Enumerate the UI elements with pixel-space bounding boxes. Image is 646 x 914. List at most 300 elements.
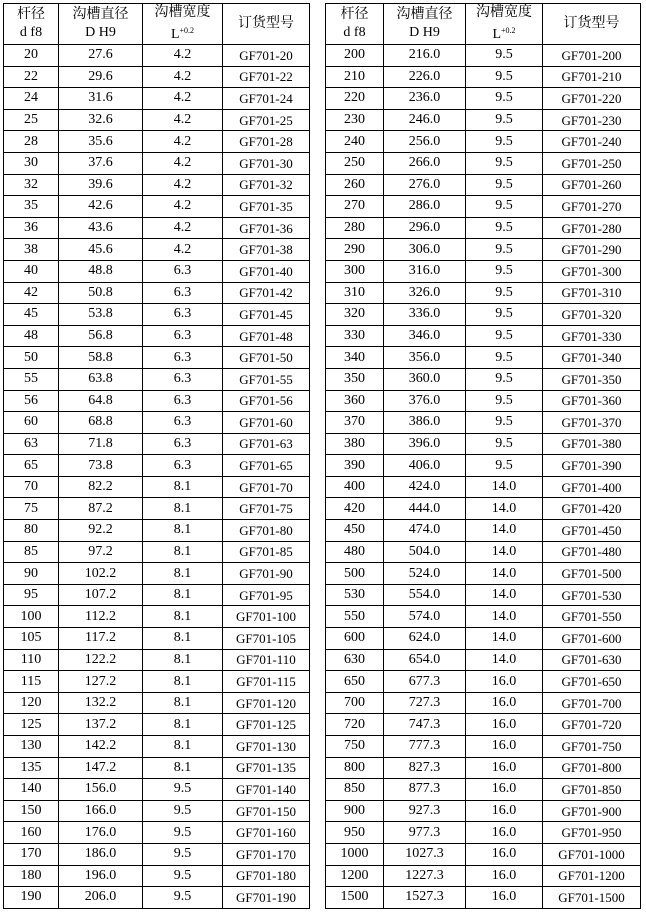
groove-diameter-cell: 356.0 <box>384 347 466 369</box>
groove-width-cell: 8.1 <box>143 563 223 585</box>
groove-width-cell: 14.0 <box>466 498 543 520</box>
header-rod-diameter: 杆径 d f8 <box>4 4 59 45</box>
groove-diameter-cell: 56.8 <box>59 325 143 347</box>
groove-width-cell: 9.5 <box>466 131 543 153</box>
order-code-cell: GF701-1200 <box>543 865 641 887</box>
rod-diameter-cell: 170 <box>4 843 59 865</box>
groove-diameter-cell: 777.3 <box>384 736 466 758</box>
groove-diameter-cell: 727.3 <box>384 692 466 714</box>
order-code-cell: GF701-280 <box>543 217 641 239</box>
groove-width-cell: 9.5 <box>466 455 543 477</box>
rod-diameter-cell: 330 <box>326 325 384 347</box>
table-row <box>4 843 310 865</box>
groove-width-cell: 9.5 <box>466 282 543 304</box>
groove-diameter-cell: 39.6 <box>59 174 143 196</box>
groove-width-cell: 9.5 <box>466 239 543 261</box>
groove-diameter-cell: 386.0 <box>384 412 466 434</box>
table-row <box>326 239 641 261</box>
header-groove-width: 沟槽宽度 $L^{+0.2}$ <box>143 4 223 45</box>
order-code-cell: GF701-125 <box>223 714 310 736</box>
groove-width-cell: 8.1 <box>143 628 223 650</box>
groove-width-cell: 4.2 <box>143 239 223 261</box>
table-row <box>326 455 641 477</box>
rod-diameter-cell: 38 <box>4 239 59 261</box>
groove-width-cell: 14.0 <box>466 584 543 606</box>
rod-diameter-cell: 180 <box>4 865 59 887</box>
spec-table-right <box>325 3 641 909</box>
groove-width-cell: 16.0 <box>466 671 543 693</box>
order-code-cell: GF701-330 <box>543 325 641 347</box>
rod-diameter-cell: 60 <box>4 412 59 434</box>
groove-width-cell: 4.2 <box>143 66 223 88</box>
rod-diameter-cell: 250 <box>326 152 384 174</box>
rod-diameter-cell: 20 <box>4 45 59 67</box>
table-row <box>326 304 641 326</box>
groove-diameter-cell: 406.0 <box>384 455 466 477</box>
groove-width-cell: 14.0 <box>466 563 543 585</box>
groove-diameter-cell: 48.8 <box>59 260 143 282</box>
order-code-cell: GF701-380 <box>543 433 641 455</box>
order-code-cell: GF701-130 <box>223 736 310 758</box>
groove-diameter-cell: 747.3 <box>384 714 466 736</box>
table-row <box>326 736 641 758</box>
groove-diameter-cell: 112.2 <box>59 606 143 628</box>
table-row <box>4 152 310 174</box>
rod-diameter-cell: 22 <box>4 66 59 88</box>
groove-width-cell: 16.0 <box>466 887 543 909</box>
order-code-cell: GF701-400 <box>543 476 641 498</box>
groove-width-cell: 8.1 <box>143 692 223 714</box>
groove-width-cell: 9.5 <box>466 88 543 110</box>
order-code-cell: GF701-720 <box>543 714 641 736</box>
table-row <box>326 606 641 628</box>
order-code-cell: GF701-270 <box>543 196 641 218</box>
rod-diameter-cell: 1000 <box>326 843 384 865</box>
table-row <box>326 822 641 844</box>
groove-width-cell: 16.0 <box>466 843 543 865</box>
table-row <box>4 714 310 736</box>
order-code-cell: GF701-135 <box>223 757 310 779</box>
order-code-cell: GF701-140 <box>223 779 310 801</box>
groove-diameter-cell: 58.8 <box>59 347 143 369</box>
header-groove-width: 沟槽宽度 $L^{+0.2}$ <box>466 4 543 45</box>
groove-diameter-cell: 97.2 <box>59 541 143 563</box>
rod-diameter-cell: 900 <box>326 800 384 822</box>
order-code-cell: GF701-90 <box>223 563 310 585</box>
order-code-cell: GF701-190 <box>223 887 310 909</box>
rod-diameter-cell: 42 <box>4 282 59 304</box>
order-code-cell: GF701-210 <box>543 66 641 88</box>
groove-diameter-cell: 554.0 <box>384 584 466 606</box>
table-row <box>326 109 641 131</box>
groove-width-cell: 8.1 <box>143 714 223 736</box>
groove-diameter-cell: 424.0 <box>384 476 466 498</box>
groove-width-cell: 9.5 <box>466 45 543 67</box>
rod-diameter-cell: 36 <box>4 217 59 239</box>
groove-diameter-cell: 206.0 <box>59 887 143 909</box>
order-code-cell: GF701-220 <box>543 88 641 110</box>
rod-diameter-cell: 65 <box>4 455 59 477</box>
groove-diameter-cell: 32.6 <box>59 109 143 131</box>
groove-diameter-cell: 677.3 <box>384 671 466 693</box>
table-row <box>326 520 641 542</box>
rod-diameter-cell: 75 <box>4 498 59 520</box>
groove-diameter-cell: 1227.3 <box>384 865 466 887</box>
rod-diameter-cell: 390 <box>326 455 384 477</box>
groove-width-cell: 9.5 <box>466 152 543 174</box>
rod-diameter-cell: 70 <box>4 476 59 498</box>
table-row <box>326 628 641 650</box>
rod-diameter-cell: 110 <box>4 649 59 671</box>
groove-width-cell: 8.1 <box>143 736 223 758</box>
rod-diameter-cell: 140 <box>4 779 59 801</box>
rod-diameter-cell: 130 <box>4 736 59 758</box>
table-row <box>4 347 310 369</box>
order-code-cell: GF701-500 <box>543 563 641 585</box>
order-code-cell: GF701-75 <box>223 498 310 520</box>
groove-diameter-cell: 64.8 <box>59 390 143 412</box>
order-code-cell: GF701-310 <box>543 282 641 304</box>
groove-diameter-cell: 316.0 <box>384 260 466 282</box>
table-row <box>4 671 310 693</box>
table-row <box>326 260 641 282</box>
groove-width-cell: 9.5 <box>143 800 223 822</box>
order-code-cell: GF701-95 <box>223 584 310 606</box>
rod-diameter-cell: 350 <box>326 368 384 390</box>
table-row <box>4 217 310 239</box>
order-code-cell: GF701-650 <box>543 671 641 693</box>
table-row <box>326 88 641 110</box>
groove-diameter-cell: 654.0 <box>384 649 466 671</box>
rod-diameter-cell: 105 <box>4 628 59 650</box>
rod-diameter-cell: 220 <box>326 88 384 110</box>
rod-diameter-cell: 45 <box>4 304 59 326</box>
rod-diameter-cell: 750 <box>326 736 384 758</box>
order-code-cell: GF701-420 <box>543 498 641 520</box>
table-row <box>326 476 641 498</box>
groove-diameter-cell: 286.0 <box>384 196 466 218</box>
table-row <box>326 541 641 563</box>
groove-diameter-cell: 87.2 <box>59 498 143 520</box>
order-code-cell: GF701-230 <box>543 109 641 131</box>
rod-diameter-cell: 360 <box>326 390 384 412</box>
rod-diameter-cell: 340 <box>326 347 384 369</box>
table-row <box>326 865 641 887</box>
order-code-cell: GF701-63 <box>223 433 310 455</box>
groove-width-cell: 8.1 <box>143 649 223 671</box>
order-code-cell: GF701-55 <box>223 368 310 390</box>
rod-diameter-cell: 480 <box>326 541 384 563</box>
order-code-cell: GF701-120 <box>223 692 310 714</box>
table-row <box>4 66 310 88</box>
table-row <box>4 822 310 844</box>
rod-diameter-cell: 210 <box>326 66 384 88</box>
rod-diameter-cell: 30 <box>4 152 59 174</box>
table-row <box>326 325 641 347</box>
groove-diameter-cell: 236.0 <box>384 88 466 110</box>
groove-width-cell: 14.0 <box>466 606 543 628</box>
table-row <box>326 757 641 779</box>
table-row <box>4 260 310 282</box>
header-groove-diameter: 沟槽直径 D H9 <box>384 4 466 45</box>
groove-width-cell: 16.0 <box>466 714 543 736</box>
groove-diameter-cell: 137.2 <box>59 714 143 736</box>
order-code-cell: GF701-160 <box>223 822 310 844</box>
groove-diameter-cell: 396.0 <box>384 433 466 455</box>
rod-diameter-cell: 320 <box>326 304 384 326</box>
order-code-cell: GF701-370 <box>543 412 641 434</box>
order-code-cell: GF701-38 <box>223 239 310 261</box>
groove-diameter-cell: 524.0 <box>384 563 466 585</box>
tables-wrapper <box>3 3 641 909</box>
order-code-cell: GF701-25 <box>223 109 310 131</box>
groove-diameter-cell: 196.0 <box>59 865 143 887</box>
rod-diameter-cell: 370 <box>326 412 384 434</box>
rod-diameter-cell: 630 <box>326 649 384 671</box>
order-code-cell: GF701-24 <box>223 88 310 110</box>
table-row <box>326 433 641 455</box>
groove-width-cell: 9.5 <box>466 368 543 390</box>
groove-width-cell: 9.5 <box>143 822 223 844</box>
order-code-cell: GF701-80 <box>223 520 310 542</box>
groove-width-cell: 14.0 <box>466 476 543 498</box>
groove-diameter-cell: 29.6 <box>59 66 143 88</box>
rod-diameter-cell: 650 <box>326 671 384 693</box>
groove-width-cell: 9.5 <box>466 412 543 434</box>
order-code-cell: GF701-180 <box>223 865 310 887</box>
order-code-cell: GF701-170 <box>223 843 310 865</box>
table-row <box>4 390 310 412</box>
rod-diameter-cell: 80 <box>4 520 59 542</box>
table-row <box>4 412 310 434</box>
groove-width-cell: 9.5 <box>466 109 543 131</box>
order-code-cell: GF701-45 <box>223 304 310 326</box>
groove-width-cell: 8.1 <box>143 498 223 520</box>
rod-diameter-cell: 1500 <box>326 887 384 909</box>
groove-width-cell: 8.1 <box>143 476 223 498</box>
groove-width-cell: 14.0 <box>466 628 543 650</box>
groove-width-cell: 6.3 <box>143 433 223 455</box>
rod-diameter-cell: 720 <box>326 714 384 736</box>
order-code-cell: GF701-340 <box>543 347 641 369</box>
order-code-cell: GF701-40 <box>223 260 310 282</box>
rod-diameter-cell: 450 <box>326 520 384 542</box>
groove-width-cell: 6.3 <box>143 368 223 390</box>
table-row <box>4 541 310 563</box>
groove-diameter-cell: 82.2 <box>59 476 143 498</box>
order-code-cell: GF701-22 <box>223 66 310 88</box>
groove-diameter-cell: 166.0 <box>59 800 143 822</box>
header-order-code: 订货型号 <box>223 4 310 45</box>
table-row <box>326 714 641 736</box>
rod-diameter-cell: 28 <box>4 131 59 153</box>
order-code-cell: GF701-800 <box>543 757 641 779</box>
table-row <box>326 368 641 390</box>
groove-width-cell: 8.1 <box>143 541 223 563</box>
groove-width-cell: 8.1 <box>143 757 223 779</box>
groove-width-cell: 4.2 <box>143 88 223 110</box>
table-row <box>4 476 310 498</box>
rod-diameter-cell: 530 <box>326 584 384 606</box>
table-row <box>326 45 641 67</box>
groove-width-cell: 6.3 <box>143 304 223 326</box>
order-code-cell: GF701-350 <box>543 368 641 390</box>
table-row <box>4 88 310 110</box>
order-code-cell: GF701-60 <box>223 412 310 434</box>
rod-diameter-cell: 230 <box>326 109 384 131</box>
rod-diameter-cell: 270 <box>326 196 384 218</box>
order-code-cell: GF701-70 <box>223 476 310 498</box>
order-code-cell: GF701-20 <box>223 45 310 67</box>
order-code-cell: GF701-42 <box>223 282 310 304</box>
groove-width-cell: 16.0 <box>466 779 543 801</box>
order-code-cell: GF701-85 <box>223 541 310 563</box>
groove-diameter-cell: 107.2 <box>59 584 143 606</box>
groove-width-cell: 9.5 <box>466 347 543 369</box>
groove-diameter-cell: 186.0 <box>59 843 143 865</box>
groove-diameter-cell: 142.2 <box>59 736 143 758</box>
groove-diameter-cell: 296.0 <box>384 217 466 239</box>
groove-width-cell: 14.0 <box>466 541 543 563</box>
groove-width-cell: 9.5 <box>466 390 543 412</box>
order-code-cell: GF701-150 <box>223 800 310 822</box>
order-code-cell: GF701-950 <box>543 822 641 844</box>
groove-diameter-cell: 37.6 <box>59 152 143 174</box>
table-row <box>326 649 641 671</box>
table-row <box>326 66 641 88</box>
groove-width-cell: 6.3 <box>143 282 223 304</box>
rod-diameter-cell: 56 <box>4 390 59 412</box>
table-row <box>326 217 641 239</box>
order-code-cell: GF701-50 <box>223 347 310 369</box>
rod-diameter-cell: 32 <box>4 174 59 196</box>
table-row <box>326 800 641 822</box>
rod-diameter-cell: 300 <box>326 260 384 282</box>
groove-width-cell: 9.5 <box>466 325 543 347</box>
groove-width-cell: 9.5 <box>466 433 543 455</box>
table-row <box>326 779 641 801</box>
groove-width-cell: 6.3 <box>143 455 223 477</box>
table-row <box>4 800 310 822</box>
table-row <box>326 152 641 174</box>
rod-diameter-cell: 50 <box>4 347 59 369</box>
groove-diameter-cell: 474.0 <box>384 520 466 542</box>
groove-diameter-cell: 27.6 <box>59 45 143 67</box>
table-row <box>4 692 310 714</box>
rod-diameter-cell: 310 <box>326 282 384 304</box>
table-row <box>4 239 310 261</box>
groove-width-cell: 4.2 <box>143 152 223 174</box>
groove-width-cell: 8.1 <box>143 671 223 693</box>
groove-diameter-cell: 927.3 <box>384 800 466 822</box>
groove-diameter-cell: 877.3 <box>384 779 466 801</box>
groove-diameter-cell: 132.2 <box>59 692 143 714</box>
groove-diameter-cell: 176.0 <box>59 822 143 844</box>
rod-diameter-cell: 115 <box>4 671 59 693</box>
table-row <box>4 779 310 801</box>
order-code-cell: GF701-630 <box>543 649 641 671</box>
order-code-cell: GF701-65 <box>223 455 310 477</box>
rod-diameter-cell: 35 <box>4 196 59 218</box>
groove-width-cell: 6.3 <box>143 412 223 434</box>
rod-diameter-cell: 40 <box>4 260 59 282</box>
table-row <box>4 368 310 390</box>
table-row <box>326 196 641 218</box>
order-code-cell: GF701-250 <box>543 152 641 174</box>
groove-diameter-cell: 102.2 <box>59 563 143 585</box>
groove-width-cell: 14.0 <box>466 649 543 671</box>
order-code-cell: GF701-36 <box>223 217 310 239</box>
groove-diameter-cell: 336.0 <box>384 304 466 326</box>
groove-diameter-cell: 53.8 <box>59 304 143 326</box>
groove-diameter-cell: 624.0 <box>384 628 466 650</box>
table-row <box>4 455 310 477</box>
order-code-cell: GF701-28 <box>223 131 310 153</box>
order-code-cell: GF701-200 <box>543 45 641 67</box>
order-code-cell: GF701-390 <box>543 455 641 477</box>
table-row <box>326 390 641 412</box>
rod-diameter-cell: 95 <box>4 584 59 606</box>
rod-diameter-cell: 600 <box>326 628 384 650</box>
table-row <box>326 563 641 585</box>
rod-diameter-cell: 380 <box>326 433 384 455</box>
groove-diameter-cell: 246.0 <box>384 109 466 131</box>
tolerance-superscript: +0.2 <box>501 26 516 35</box>
rod-diameter-cell: 1200 <box>326 865 384 887</box>
groove-width-cell: 4.2 <box>143 109 223 131</box>
order-code-cell: GF701-850 <box>543 779 641 801</box>
order-code-cell: GF701-360 <box>543 390 641 412</box>
groove-diameter-cell: 156.0 <box>59 779 143 801</box>
rod-diameter-cell: 120 <box>4 692 59 714</box>
table-row <box>326 498 641 520</box>
spec-table-left <box>3 3 310 909</box>
rod-diameter-cell: 850 <box>326 779 384 801</box>
table-row <box>4 757 310 779</box>
groove-width-cell: 9.5 <box>466 217 543 239</box>
order-code-cell: GF701-56 <box>223 390 310 412</box>
rod-diameter-cell: 48 <box>4 325 59 347</box>
rod-diameter-cell: 190 <box>4 887 59 909</box>
rod-diameter-cell: 420 <box>326 498 384 520</box>
groove-diameter-cell: 35.6 <box>59 131 143 153</box>
groove-diameter-cell: 444.0 <box>384 498 466 520</box>
rod-diameter-cell: 55 <box>4 368 59 390</box>
order-code-cell: GF701-480 <box>543 541 641 563</box>
groove-width-cell: 16.0 <box>466 822 543 844</box>
rod-diameter-cell: 260 <box>326 174 384 196</box>
rod-diameter-cell: 160 <box>4 822 59 844</box>
header-row <box>326 4 641 45</box>
groove-diameter-cell: 306.0 <box>384 239 466 261</box>
order-code-cell: GF701-105 <box>223 628 310 650</box>
order-code-cell: GF701-260 <box>543 174 641 196</box>
rod-diameter-cell: 135 <box>4 757 59 779</box>
table-row <box>4 174 310 196</box>
groove-diameter-cell: 31.6 <box>59 88 143 110</box>
table-row <box>4 498 310 520</box>
groove-width-cell: 9.5 <box>466 174 543 196</box>
header-rod-diameter: 杆径 d f8 <box>326 4 384 45</box>
groove-diameter-cell: 92.2 <box>59 520 143 542</box>
rod-diameter-cell: 200 <box>326 45 384 67</box>
groove-width-cell: 9.5 <box>466 260 543 282</box>
groove-diameter-cell: 147.2 <box>59 757 143 779</box>
table-row <box>4 45 310 67</box>
rod-diameter-cell: 125 <box>4 714 59 736</box>
order-code-cell: GF701-100 <box>223 606 310 628</box>
rod-diameter-cell: 500 <box>326 563 384 585</box>
